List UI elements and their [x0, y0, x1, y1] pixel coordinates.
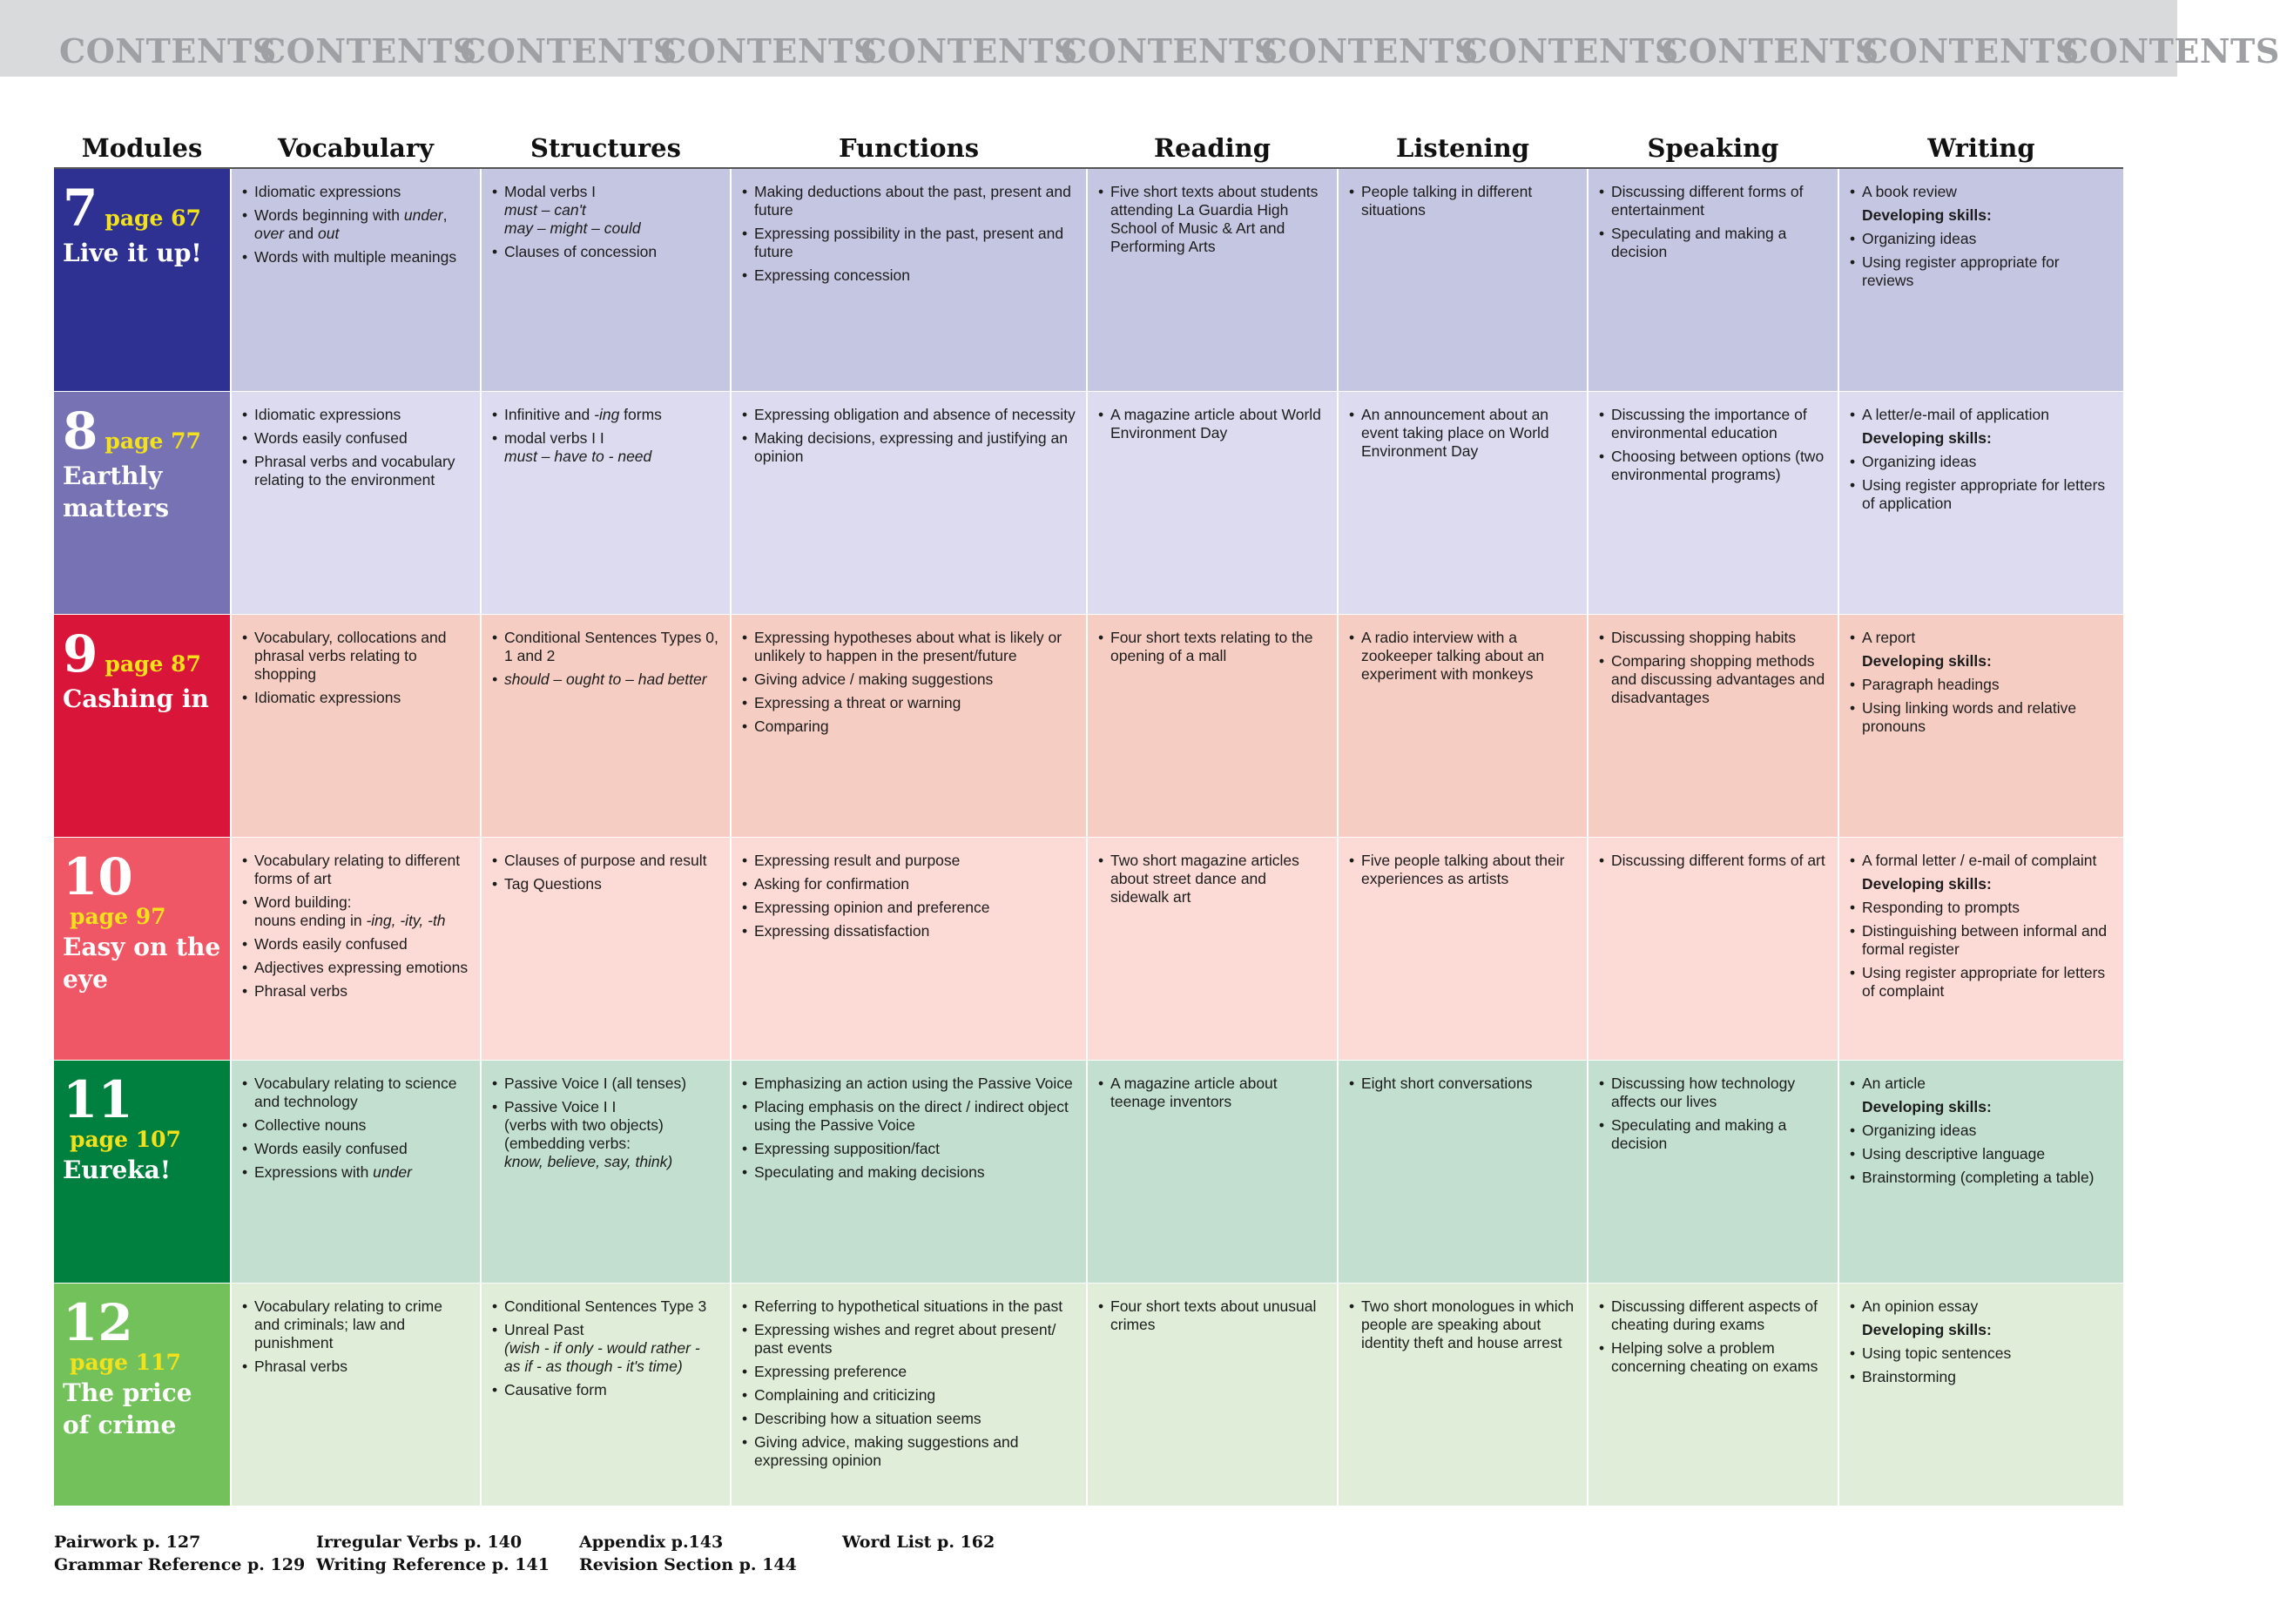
footer-link[interactable]: Grammar Reference p. 129 [54, 1555, 306, 1574]
vocabulary-item: • Vocabulary relating to science and technology [242, 1075, 469, 1111]
column-header-listening: Listening [1395, 133, 1530, 163]
writing-item: • A letter/e-mail of application [1850, 406, 2113, 424]
structures-item: (wish - if only - would rather - as if - as though - it's time) [504, 1339, 700, 1375]
structures-item: • Clauses of concession [492, 243, 719, 261]
functions-item: • Referring to hypothetical situations in the past [742, 1297, 1076, 1316]
functions-item: • Giving advice, making suggestions and expressing opinion [742, 1433, 1076, 1470]
writing-item: • Brainstorming [1850, 1368, 2113, 1386]
footer-group [579, 1531, 797, 1580]
writing-item: • Using linking words and relative pronouns [1850, 699, 2113, 736]
footer-link[interactable]: Irregular Verbs p. 140 [316, 1533, 523, 1552]
speaking-item: • Discussing how technology affects our lives [1599, 1075, 1827, 1111]
functions-item: • Expressing supposition/fact [742, 1140, 1076, 1158]
vocabulary-item: • Vocabulary relating to different forms of art [242, 852, 469, 888]
structures-item: • should – ought to – had better [492, 670, 719, 689]
module-12-reading-cell [1088, 1284, 1337, 1506]
module-title: Live it up! [63, 239, 202, 267]
module-7-structures-cell [482, 169, 730, 391]
writing-item: • A formal letter / e-mail of complaint [1850, 852, 2113, 870]
speaking-item: • Speculating and making a decision [1599, 1116, 1827, 1153]
column-header-vocabulary: Vocabulary [278, 133, 434, 163]
module-title: Earthly matters [63, 462, 169, 522]
writing-item: • A book review [1850, 183, 2113, 201]
column-headers [54, 131, 2123, 169]
functions-item: • Expressing possibility in the past, present and future [742, 225, 1076, 261]
banner-word: CONTENTS [860, 31, 1078, 71]
writing-item: Developing skills: [1862, 875, 1992, 893]
vocabulary-item: • Phrasal verbs and vocabulary relating to the environment [242, 453, 469, 489]
module-7-cell[interactable] [54, 169, 230, 391]
structures-item: • Passive Voice I (all tenses) [492, 1075, 719, 1093]
module-10-functions-cell [732, 838, 1086, 1060]
speaking-item: • Helping solve a problem concerning cheating on exams [1599, 1339, 1827, 1376]
writing-item: Developing skills: [1862, 1098, 1992, 1115]
module-11-reading-cell [1088, 1061, 1337, 1283]
module-11-listening-cell [1339, 1061, 1587, 1283]
module-page-link[interactable]: page 87 [105, 651, 201, 677]
module-8-listening-cell [1339, 392, 1587, 614]
module-10-writing-cell [1839, 838, 2123, 1060]
footer-link[interactable]: Revision Section p. 144 [579, 1555, 797, 1574]
structures-item: • Conditional Sentences Type 3 [492, 1297, 719, 1316]
functions-item: • Describing how a situation seems [742, 1410, 1076, 1428]
module-title: Eureka! [63, 1156, 172, 1184]
functions-item: • Placing emphasis on the direct / indirect object using the Passive Voice [742, 1098, 1076, 1135]
structures-item: • modal verbs I I [492, 429, 719, 448]
module-11-functions-cell [732, 1061, 1086, 1283]
footer-link[interactable]: Word List p. 162 [842, 1533, 995, 1552]
functions-item: • Emphasizing an action using the Passive Voice [742, 1075, 1076, 1093]
module-8-structures-cell [482, 392, 730, 614]
functions-item: • Expressing concession [742, 266, 1076, 285]
module-7-listening-cell [1339, 169, 1587, 391]
writing-item: • Using topic sentences [1850, 1344, 2113, 1363]
speaking-item: • Choosing between options (two environmental programs) [1599, 448, 1827, 484]
writing-item: • Using register appropriate for letters of complaint [1850, 964, 2113, 1001]
module-number: 12 [63, 1293, 133, 1352]
structures-item: must – have to - need [504, 448, 652, 465]
vocabulary-item: • Words easily confused [242, 1140, 469, 1158]
functions-item: • Asking for confirmation [742, 875, 1076, 893]
module-page-link[interactable]: page 67 [105, 206, 201, 231]
banner-word: CONTENTS [460, 31, 678, 71]
vocabulary-item: • Words beginning with under, over and out [242, 206, 469, 243]
module-11-vocabulary-cell [232, 1061, 480, 1283]
module-9-structures-cell [482, 615, 730, 837]
vocabulary-item: • Word building: [242, 893, 469, 912]
module-7-speaking-cell [1589, 169, 1838, 391]
module-page-link[interactable]: page 97 [70, 904, 166, 929]
column-header-reading: Reading [1154, 133, 1271, 163]
module-9-reading-cell [1088, 615, 1337, 837]
writing-item: Developing skills: [1862, 429, 1992, 447]
writing-item: • Distinguishing between informal and formal register [1850, 922, 2113, 959]
banner-word: CONTENTS [1662, 31, 1879, 71]
vocabulary-item: • Idiomatic expressions [242, 689, 469, 707]
writing-item: Developing skills: [1862, 206, 1992, 224]
banner-word: CONTENTS [1461, 31, 1679, 71]
module-title: Cashing in [63, 684, 209, 713]
module-10-listening-cell [1339, 838, 1587, 1060]
vocabulary-item: • Idiomatic expressions [242, 183, 469, 201]
structures-item: • Infinitive and -ing forms [492, 406, 719, 424]
writing-item: • An opinion essay [1850, 1297, 2113, 1316]
module-8-writing-cell [1839, 392, 2123, 614]
column-header-structures: Structures [530, 133, 681, 163]
structures-item: • Conditional Sentences Types 0, 1 and 2 [492, 629, 719, 665]
module-11-structures-cell [482, 1061, 730, 1283]
vocabulary-item: • Phrasal verbs [242, 1358, 469, 1376]
writing-item: • Organizing ideas [1850, 453, 2113, 471]
functions-item: • Making deductions about the past, present and future [742, 183, 1076, 219]
module-number: 11 [63, 1070, 133, 1129]
module-12-writing-cell [1839, 1284, 2123, 1506]
footer-group [842, 1531, 995, 1580]
reading-item: • A magazine article about teenage inventors [1098, 1075, 1326, 1111]
structures-item: • Clauses of purpose and result [492, 852, 719, 870]
module-12-vocabulary-cell [232, 1284, 480, 1506]
writing-item: • Responding to prompts [1850, 899, 2113, 917]
speaking-item: • Comparing shopping methods and discussing advantages and disadvantages [1599, 652, 1827, 707]
listening-item: • Two short monologues in which people are speaking about identity theft and house arrest [1349, 1297, 1576, 1352]
module-8-speaking-cell [1589, 392, 1838, 614]
module-page-link[interactable]: page 107 [70, 1127, 181, 1152]
vocabulary-item: • Words with multiple meanings [242, 248, 469, 266]
vocabulary-item: • Idiomatic expressions [242, 406, 469, 424]
speaking-item: • Discussing different forms of entertainment [1599, 183, 1827, 219]
reading-item: • Five short texts about students attending La Guardia High School of Music & Art and Performing Arts [1098, 183, 1326, 256]
speaking-item: • Discussing different forms of art [1599, 852, 1827, 870]
functions-item: • Expressing obligation and absence of necessity [742, 406, 1076, 424]
banner-word: CONTENTS [1261, 31, 1479, 71]
banner-word: CONTENTS [260, 31, 477, 71]
speaking-item: • Discussing shopping habits [1599, 629, 1827, 647]
structures-item: • Modal verbs I [492, 183, 719, 201]
module-10-reading-cell [1088, 838, 1337, 1060]
vocabulary-item: nouns ending in -ing, -ity, -th [254, 912, 446, 929]
module-12-cell[interactable] [54, 1284, 230, 1506]
module-12-listening-cell [1339, 1284, 1587, 1506]
module-9-speaking-cell [1589, 615, 1838, 837]
banner-word: CONTENTS [660, 31, 878, 71]
vocabulary-item: • Expressions with under [242, 1163, 469, 1182]
module-10-structures-cell [482, 838, 730, 1060]
module-title: Easy on the eye [63, 933, 221, 994]
module-11-writing-cell [1839, 1061, 2123, 1283]
reading-item: • Four short texts relating to the opening of a mall [1098, 629, 1326, 665]
module-7-reading-cell [1088, 169, 1337, 391]
module-9-cell[interactable] [54, 615, 230, 837]
functions-item: • Complaining and criticizing [742, 1386, 1076, 1405]
module-12-speaking-cell [1589, 1284, 1838, 1506]
functions-item: • Making decisions, expressing and justifying an opinion [742, 429, 1076, 466]
structures-item: • Tag Questions [492, 875, 719, 893]
structures-item: (embedding verbs: [504, 1135, 631, 1152]
writing-item: • Paragraph headings [1850, 676, 2113, 694]
vocabulary-item: • Vocabulary relating to crime and criminals; law and punishment [242, 1297, 469, 1352]
module-page-link[interactable]: page 117 [70, 1350, 181, 1375]
speaking-item: • Discussing different aspects of cheating during exams [1599, 1297, 1827, 1334]
banner-word: CONTENTS [59, 31, 277, 71]
module-9-vocabulary-cell [232, 615, 480, 837]
listening-item: • People talking in different situations [1349, 183, 1576, 219]
listening-item: • An announcement about an event taking place on World Environment Day [1349, 406, 1576, 461]
vocabulary-item: • Vocabulary, collocations and phrasal verbs relating to shopping [242, 629, 469, 684]
module-11-cell[interactable] [54, 1061, 230, 1283]
module-7-functions-cell [732, 169, 1086, 391]
module-8-vocabulary-cell [232, 392, 480, 614]
writing-item: • An article [1850, 1075, 2113, 1093]
module-12-functions-cell [732, 1284, 1086, 1506]
module-title: The price of crime [63, 1378, 192, 1439]
structures-item: know, believe, say, think) [504, 1153, 673, 1170]
reading-item: • Four short texts about unusual crimes [1098, 1297, 1326, 1334]
speaking-item: • Discussing the importance of environmental education [1599, 406, 1827, 442]
column-header-modules: Modules [81, 133, 203, 163]
listening-item: • A radio interview with a zookeeper talking about an experiment with monkeys [1349, 629, 1576, 684]
module-12-structures-cell [482, 1284, 730, 1506]
column-header-writing: Writing [1927, 133, 2035, 163]
functions-item: • Giving advice / making suggestions [742, 670, 1076, 689]
writing-item: • Using register appropriate for reviews [1850, 253, 2113, 290]
module-8-reading-cell [1088, 392, 1337, 614]
functions-item: • Expressing a threat or warning [742, 694, 1076, 712]
functions-item: • Expressing result and purpose [742, 852, 1076, 870]
module-10-cell[interactable] [54, 838, 230, 1060]
writing-item: Developing skills: [1862, 1321, 1992, 1338]
functions-item: • Expressing wishes and regret about present/ past events [742, 1321, 1076, 1358]
vocabulary-item: • Words easily confused [242, 429, 469, 448]
footer-link[interactable]: Pairwork p. 127 [54, 1533, 201, 1552]
module-9-listening-cell [1339, 615, 1587, 837]
structures-item: must – can't [504, 201, 586, 219]
module-8-functions-cell [732, 392, 1086, 614]
structures-item: (verbs with two objects) [504, 1116, 664, 1134]
module-8-cell[interactable] [54, 392, 230, 614]
functions-item: • Expressing opinion and preference [742, 899, 1076, 917]
structures-item: • Unreal Past [492, 1321, 719, 1339]
banner-word: CONTENTS [1061, 31, 1278, 71]
footer-link[interactable]: Appendix p.143 [579, 1533, 724, 1552]
module-number: 7 [63, 179, 98, 238]
writing-item: • Organizing ideas [1850, 1122, 2113, 1140]
module-7-vocabulary-cell [232, 169, 480, 391]
banner-word: CONTENTS [1862, 31, 2080, 71]
writing-item: • Using descriptive language [1850, 1145, 2113, 1163]
writing-item: • Brainstorming (completing a table) [1850, 1169, 2113, 1187]
module-10-vocabulary-cell [232, 838, 480, 1060]
writing-item: • A report [1850, 629, 2113, 647]
listening-item: • Five people talking about their experiences as artists [1349, 852, 1576, 888]
structures-item: may – might – could [504, 219, 641, 237]
functions-item: • Expressing hypotheses about what is likely or unlikely to happen in the present/future [742, 629, 1076, 665]
module-9-functions-cell [732, 615, 1086, 837]
functions-item: • Speculating and making decisions [742, 1163, 1076, 1182]
reading-item: • A magazine article about World Environment Day [1098, 406, 1326, 442]
module-11-speaking-cell [1589, 1061, 1838, 1283]
vocabulary-item: • Phrasal verbs [242, 982, 469, 1001]
column-header-functions: Functions [838, 133, 980, 163]
functions-item: • Expressing preference [742, 1363, 1076, 1381]
writing-item: • Using register appropriate for letters of application [1850, 476, 2113, 513]
module-7-writing-cell [1839, 169, 2123, 391]
footer-group [54, 1531, 305, 1580]
structures-item: • Causative form [492, 1381, 719, 1399]
vocabulary-item: • Collective nouns [242, 1116, 469, 1135]
module-10-speaking-cell [1589, 838, 1838, 1060]
module-number: 10 [63, 847, 133, 906]
footer-group [316, 1531, 550, 1580]
listening-item: • Eight short conversations [1349, 1075, 1576, 1093]
column-header-speaking: Speaking [1647, 133, 1779, 163]
module-number: 9 [63, 624, 98, 684]
vocabulary-item: • Words easily confused [242, 935, 469, 954]
contents-table [54, 169, 2123, 1503]
footer-link[interactable]: Writing Reference p. 141 [316, 1555, 550, 1574]
contents-banner [0, 0, 2280, 77]
speaking-item: • Speculating and making a decision [1599, 225, 1827, 261]
writing-item: Developing skills: [1862, 652, 1992, 670]
module-page-link[interactable]: page 77 [105, 428, 201, 454]
module-number: 8 [63, 401, 98, 461]
functions-item: • Comparing [742, 718, 1076, 736]
vocabulary-item: • Adjectives expressing emotions [242, 959, 469, 977]
banner-word: CONTENTS [2062, 31, 2280, 71]
writing-item: • Organizing ideas [1850, 230, 2113, 248]
functions-item: • Expressing dissatisfaction [742, 922, 1076, 940]
reading-item: • Two short magazine articles about street dance and sidewalk art [1098, 852, 1326, 906]
module-9-writing-cell [1839, 615, 2123, 837]
structures-item: • Passive Voice I I [492, 1098, 719, 1116]
